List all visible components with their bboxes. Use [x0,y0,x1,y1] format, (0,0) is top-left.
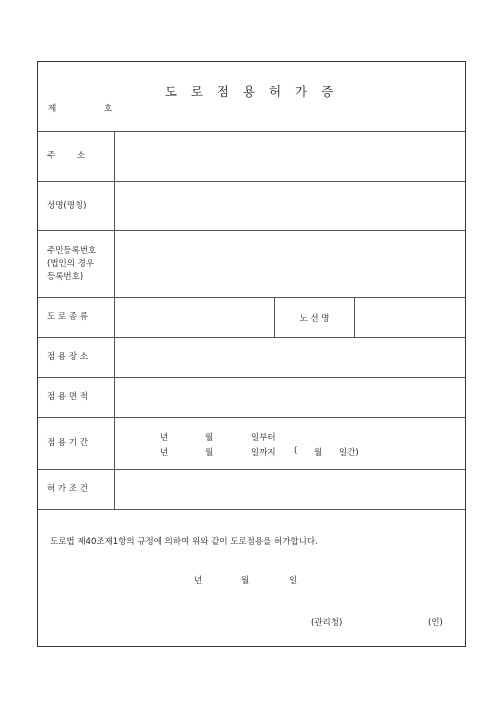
conditions-label: 허 가 조 건 [38,470,115,509]
period-start-year: 년 [160,433,169,443]
number-prefix: 제 [48,104,57,114]
address-label: 주 소 [38,132,115,181]
permit-number [48,102,113,114]
name-row [38,182,465,231]
period-duration-days: 일간) [339,448,359,458]
registration-label-line3: 등록번호) [47,271,84,282]
registration-label [38,231,115,297]
permit-statement: 도로법 제40조제1항의 규정에 의하여 위와 같이 도로점용을 허가합니다. [50,537,318,547]
period-start-month: 월 [205,433,214,443]
name-label: 성명(명칭) [38,182,115,230]
period-label: 점 용 기 간 [38,418,115,469]
permit-form [37,61,466,647]
period-end-year: 년 [160,448,169,458]
route-name-label: 노 선 명 [274,298,355,337]
area-label: 점 용 면 적 [38,378,115,417]
form-header [38,62,465,132]
road-type-row [38,298,465,338]
seal-label: (인) [428,618,443,628]
period-duration-open: ( [294,446,298,456]
period-end-day: 일까지 [251,448,276,458]
period-duration-months: 월 [314,448,323,458]
issue-day: 일 [289,576,298,586]
conditions-row [38,470,465,510]
place-label: 점 용 장 소 [38,338,115,377]
road-type-label: 도 로 종 류 [38,298,115,337]
number-suffix: 호 [104,104,113,114]
registration-row [38,231,465,298]
registration-label-line1: 주민등록번호 [47,245,97,256]
issue-year: 년 [194,576,203,586]
issue-month: 월 [241,576,250,586]
period-end-month: 월 [205,448,214,458]
period-start-day: 일부터 [251,433,276,443]
place-row [38,338,465,378]
form-footer [38,510,465,646]
registration-label-line2: (법인의 경우 [47,258,95,269]
form-title: 도 로 점 용 허 가 증 [164,84,339,99]
address-row [38,132,465,182]
area-row [38,378,465,418]
authority-label: (관리청) [311,618,343,628]
period-row [38,418,465,470]
